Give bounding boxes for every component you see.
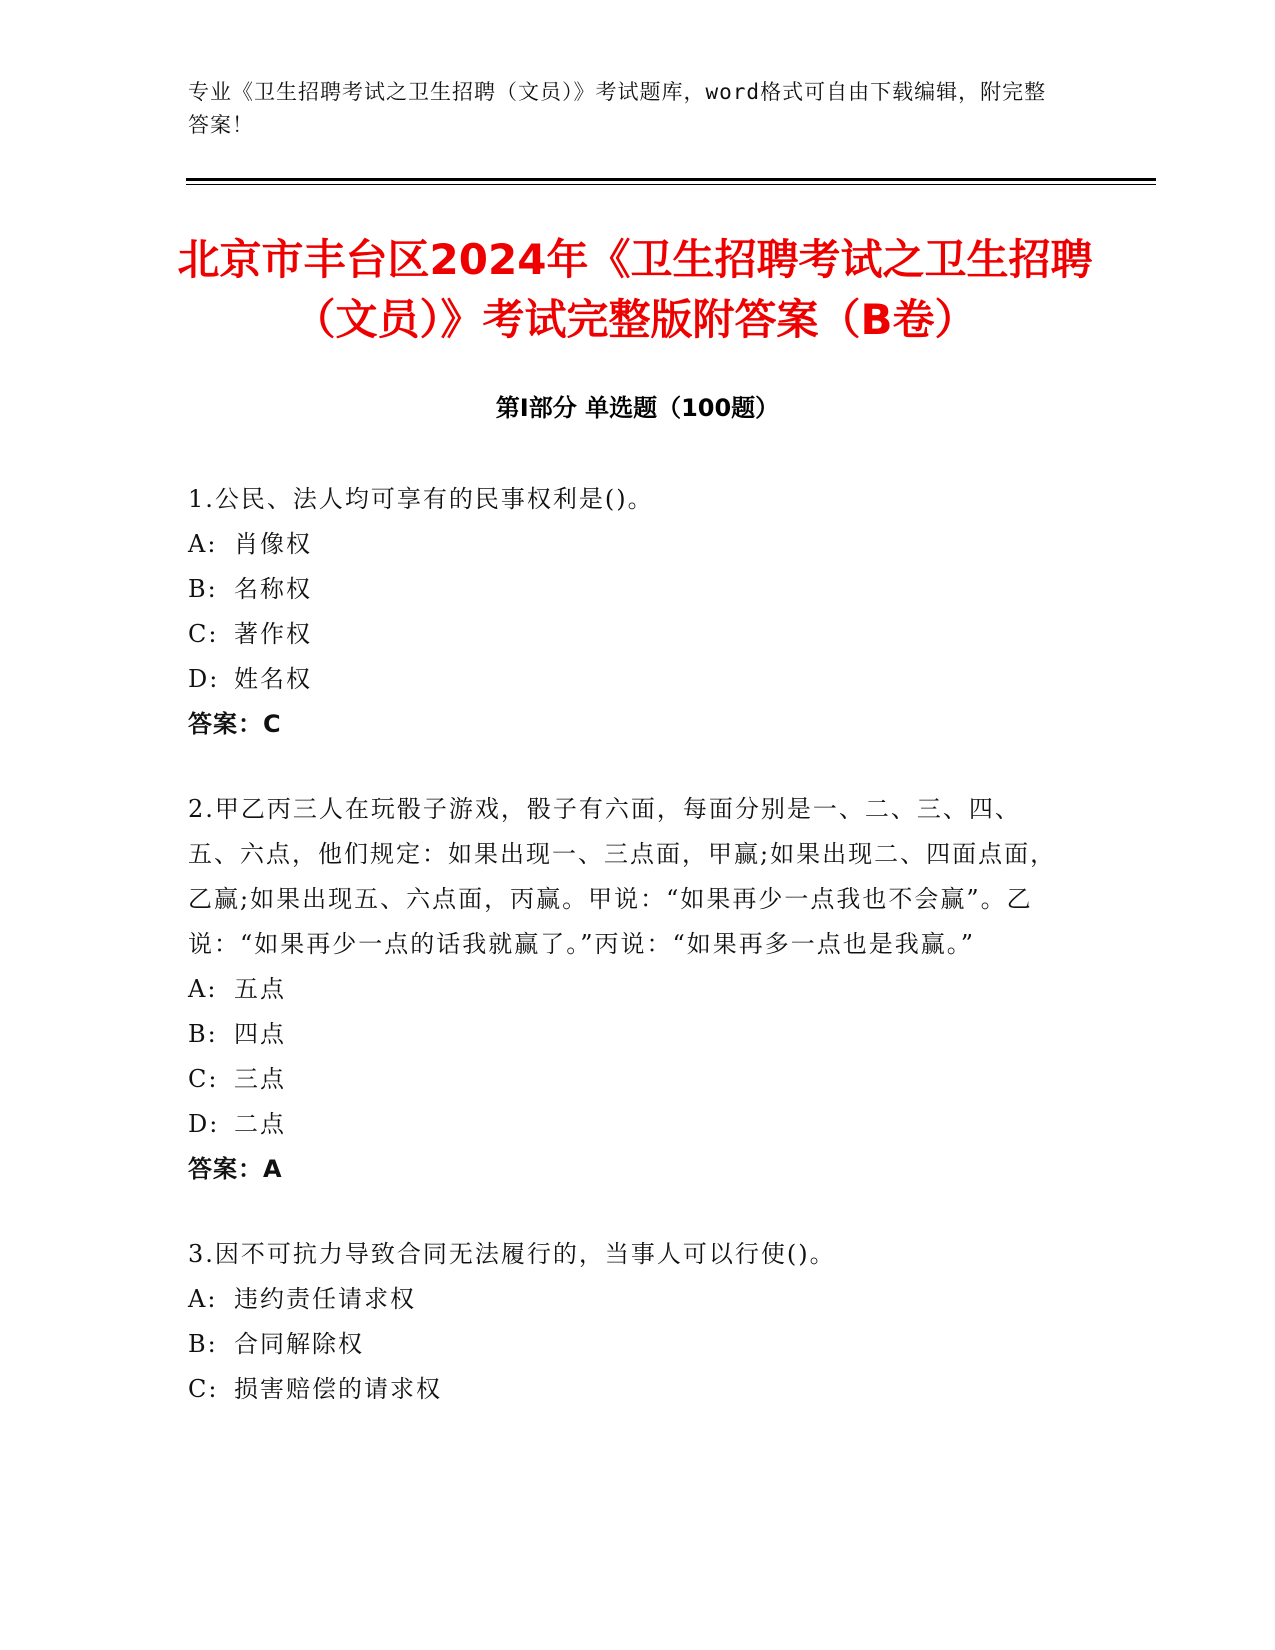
option-b — [188, 1012, 1068, 1057]
option-text: 著作权 — [234, 620, 312, 648]
option-letter: C: — [188, 1375, 219, 1403]
option-a — [188, 1277, 1068, 1322]
question-1 — [188, 477, 1068, 747]
question-stem: 3.因不可抗力导致合同无法履行的，当事人可以行使()。 — [188, 1240, 836, 1268]
header-divider-thin — [186, 184, 1156, 185]
option-b — [188, 567, 1068, 612]
option-letter: C: — [188, 620, 219, 648]
answer-line: 答案：A — [188, 1155, 283, 1183]
option-a — [188, 967, 1068, 1012]
header-divider-thick — [186, 178, 1156, 181]
option-text: 损害赔偿的请求权 — [234, 1375, 442, 1403]
option-a — [188, 522, 1068, 567]
header-note: 专业《卫生招聘考试之卫生招聘（文员）》考试题库，word格式可自由下载编辑，附完整答案！ — [188, 80, 1047, 137]
option-text: 姓名权 — [234, 665, 312, 693]
option-d — [188, 657, 1068, 702]
section-title: 第I部分 单选题（100题） — [495, 394, 780, 422]
option-d — [188, 1102, 1068, 1147]
option-c — [188, 1367, 1068, 1412]
option-c — [188, 1057, 1068, 1102]
question-2 — [188, 787, 1068, 1192]
option-text: 二点 — [234, 1110, 286, 1138]
option-letter: B: — [188, 1020, 218, 1048]
option-letter: D: — [188, 665, 220, 693]
question-stem: 1.公民、法人均可享有的民事权利是()。 — [188, 485, 654, 513]
option-letter: D: — [188, 1110, 220, 1138]
option-letter: A: — [188, 975, 218, 1003]
option-letter: B: — [188, 1330, 218, 1358]
option-text: 四点 — [234, 1020, 286, 1048]
option-text: 名称权 — [234, 575, 312, 603]
option-c — [188, 612, 1068, 657]
option-b — [188, 1322, 1068, 1367]
option-letter: A: — [188, 530, 218, 558]
option-text: 三点 — [234, 1065, 286, 1093]
option-letter: A: — [188, 1285, 218, 1313]
document-title: 北京市丰台区2024年《卫生招聘考试之卫生招聘（文员）》考试完整版附答案（B卷） — [177, 235, 1093, 344]
question-3 — [188, 1232, 1068, 1412]
answer-line: 答案：C — [188, 710, 282, 738]
option-text: 违约责任请求权 — [234, 1285, 416, 1313]
option-letter: C: — [188, 1065, 219, 1093]
option-text: 肖像权 — [234, 530, 312, 558]
option-text: 合同解除权 — [234, 1330, 364, 1358]
question-stem: 2.甲乙丙三人在玩骰子游戏，骰子有六面，每面分别是一、二、三、四、五、六点，他们规定：如果出现一、三点面，甲赢;如果出现二、四面点面，乙赢;如果出现五、六点面，丙赢。甲说：“如果再少一点我也不会赢”。乙说：“如果再少一点的话我就赢了。”丙说：“如果再多一点也是我赢。” — [188, 795, 1057, 958]
option-letter: B: — [188, 575, 218, 603]
option-text: 五点 — [234, 975, 286, 1003]
question-list — [188, 477, 1068, 1452]
